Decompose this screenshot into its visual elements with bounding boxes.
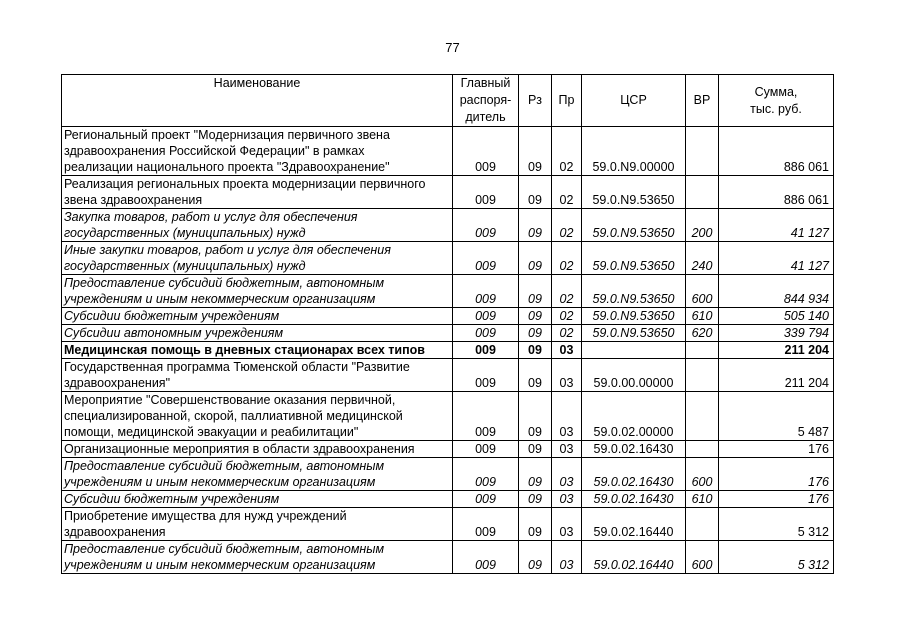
row-name-line: здравоохранения" [64,376,171,390]
budget-table [61,74,834,574]
row-name-line: Предоставление субсидий бюджетным, автономным [64,276,385,290]
row-admin: 009 [453,458,519,491]
row-rz: 09 [519,275,552,308]
row-name [62,541,453,574]
row-rz: 09 [519,441,552,458]
row-admin: 009 [453,209,519,242]
row-admin: 009 [453,359,519,392]
row-csr: 59.0.02.16440 [582,541,686,574]
row-csr: 59.0.N9.53650 [582,308,686,325]
row-admin: 009 [453,242,519,275]
row-admin: 009 [453,491,519,508]
row-name-line: здравоохранения Российской Федерации" в рамках [64,144,365,158]
row-pr: 03 [552,508,582,541]
table-row [62,441,834,458]
row-csr: 59.0.N9.53650 [582,242,686,275]
row-name-line: Региональный проект "Модернизация первичного звена [64,128,390,142]
row-pr: 02 [552,127,582,176]
row-name [62,359,453,392]
row-name-line: здравоохранения [64,525,166,539]
row-name-line: Предоставление субсидий бюджетным, автономным [64,542,385,556]
row-name-line: реализации национального проекта "Здравоохранение" [64,160,390,174]
row-pr: 02 [552,308,582,325]
row-name [62,176,453,209]
table-row [62,392,834,441]
row-name-line: помощи, медицинской эвакуации и реабилитации" [64,425,359,439]
row-vr [686,508,719,541]
row-vr [686,127,719,176]
row-csr: 59.0.N9.53650 [582,325,686,342]
row-name [62,458,453,491]
row-pr: 03 [552,342,582,359]
row-vr: 610 [686,491,719,508]
row-pr: 02 [552,209,582,242]
row-vr [686,392,719,441]
row-name [62,275,453,308]
table-row [62,359,834,392]
row-vr: 200 [686,209,719,242]
row-rz: 09 [519,308,552,325]
row-sum: 211 204 [719,359,834,392]
row-name [62,209,453,242]
row-name-line: Субсидии автономным учреждениям [64,326,284,340]
row-csr: 59.0.N9.53650 [582,275,686,308]
row-pr: 03 [552,458,582,491]
row-admin: 009 [453,127,519,176]
row-sum: 211 204 [719,342,834,359]
row-vr [686,359,719,392]
row-csr: 59.0.02.16430 [582,491,686,508]
row-rz: 09 [519,491,552,508]
row-rz: 09 [519,325,552,342]
row-csr: 59.0.N9.53650 [582,209,686,242]
row-pr: 02 [552,275,582,308]
row-name-line: государственных (муниципальных) нужд [64,259,306,273]
row-sum: 5 487 [719,392,834,441]
row-sum: 844 934 [719,275,834,308]
row-vr: 600 [686,458,719,491]
row-name-line: специализированной, скорой, паллиативной медицинской [64,409,403,423]
row-csr: 59.0.02.00000 [582,392,686,441]
row-sum: 176 [719,458,834,491]
row-name [62,342,453,359]
header-rz: Рз [519,75,552,127]
row-name-line: Предоставление субсидий бюджетным, автономным [64,459,385,473]
table-row [62,242,834,275]
row-rz: 09 [519,508,552,541]
row-pr: 03 [552,441,582,458]
row-sum: 176 [719,491,834,508]
row-admin: 009 [453,441,519,458]
row-name-line: государственных (муниципальных) нужд [64,226,306,240]
row-csr: 59.0.02.16430 [582,458,686,491]
row-name-line: Субсидии бюджетным учреждениям [64,309,280,323]
row-admin: 009 [453,508,519,541]
row-name [62,242,453,275]
row-pr: 03 [552,359,582,392]
row-vr [686,176,719,209]
table-row [62,325,834,342]
row-name [62,308,453,325]
row-sum: 176 [719,441,834,458]
row-vr: 620 [686,325,719,342]
row-vr [686,342,719,359]
row-pr: 03 [552,491,582,508]
row-admin: 009 [453,176,519,209]
row-name-line: звена здравоохранения [64,193,203,207]
row-sum: 339 794 [719,325,834,342]
row-admin: 009 [453,275,519,308]
row-admin: 009 [453,342,519,359]
table-row [62,127,834,176]
table-row [62,209,834,242]
table-row [62,275,834,308]
table-row [62,541,834,574]
header-pr: Пр [552,75,582,127]
row-csr: 59.0.N9.00000 [582,127,686,176]
table-row [62,508,834,541]
row-vr: 610 [686,308,719,325]
header-admin: Главный распоря- дитель [453,75,519,127]
table-row [62,342,834,359]
table-row [62,491,834,508]
row-name [62,441,453,458]
row-name-line: учреждениям и иным некоммерческим организациям [64,292,376,306]
row-name-line: Закупка товаров, работ и услуг для обеспечения [64,210,358,224]
row-sum: 886 061 [719,176,834,209]
row-csr: 59.0.00.00000 [582,359,686,392]
row-name [62,508,453,541]
row-name-line: Мероприятие "Совершенствование оказания первичной, [64,393,396,407]
row-vr: 600 [686,541,719,574]
row-name [62,392,453,441]
row-rz: 09 [519,342,552,359]
row-name-line: Государственная программа Тюменской области "Развитие [64,360,410,374]
row-name-line: Приобретение имущества для нужд учреждений [64,509,347,523]
row-csr: 59.0.02.16430 [582,441,686,458]
table-row [62,458,834,491]
row-sum: 41 127 [719,209,834,242]
row-csr: 59.0.N9.53650 [582,176,686,209]
row-vr: 240 [686,242,719,275]
header-name: Наименование [62,75,453,127]
table-body [62,127,834,574]
table-row [62,176,834,209]
row-pr: 03 [552,392,582,441]
row-admin: 009 [453,308,519,325]
table-header [62,75,834,127]
row-name-line: Медицинская помощь в дневных стационарах всех типов [64,343,425,357]
page-number: 77 [445,40,460,55]
row-rz: 09 [519,127,552,176]
row-name-line: Реализация региональных проекта модернизации первичного [64,177,426,191]
row-rz: 09 [519,209,552,242]
row-name [62,127,453,176]
row-name-line: учреждениям и иным некоммерческим организациям [64,558,376,572]
row-vr [686,441,719,458]
row-sum: 886 061 [719,127,834,176]
row-sum: 5 312 [719,508,834,541]
row-admin: 009 [453,325,519,342]
row-sum: 5 312 [719,541,834,574]
row-sum: 41 127 [719,242,834,275]
table-row [62,308,834,325]
row-rz: 09 [519,359,552,392]
row-rz: 09 [519,176,552,209]
row-name-line: учреждениям и иным некоммерческим организациям [64,475,376,489]
row-rz: 09 [519,242,552,275]
header-vr: ВР [686,75,719,127]
row-name [62,325,453,342]
row-pr: 02 [552,325,582,342]
row-rz: 09 [519,458,552,491]
row-pr: 02 [552,176,582,209]
row-csr [582,342,686,359]
row-name-line: Иные закупки товаров, работ и услуг для обеспечения [64,243,391,257]
row-sum: 505 140 [719,308,834,325]
header-sum: Сумма, тыс. руб. [719,75,834,127]
row-name-line: Организационные мероприятия в области здравоохранения [64,442,415,456]
row-rz: 09 [519,541,552,574]
row-rz: 09 [519,392,552,441]
row-pr: 02 [552,242,582,275]
row-csr: 59.0.02.16440 [582,508,686,541]
row-vr: 600 [686,275,719,308]
row-admin: 009 [453,392,519,441]
row-pr: 03 [552,541,582,574]
row-name-line: Субсидии бюджетным учреждениям [64,492,280,506]
header-csr: ЦСР [582,75,686,127]
row-name [62,491,453,508]
row-admin: 009 [453,541,519,574]
